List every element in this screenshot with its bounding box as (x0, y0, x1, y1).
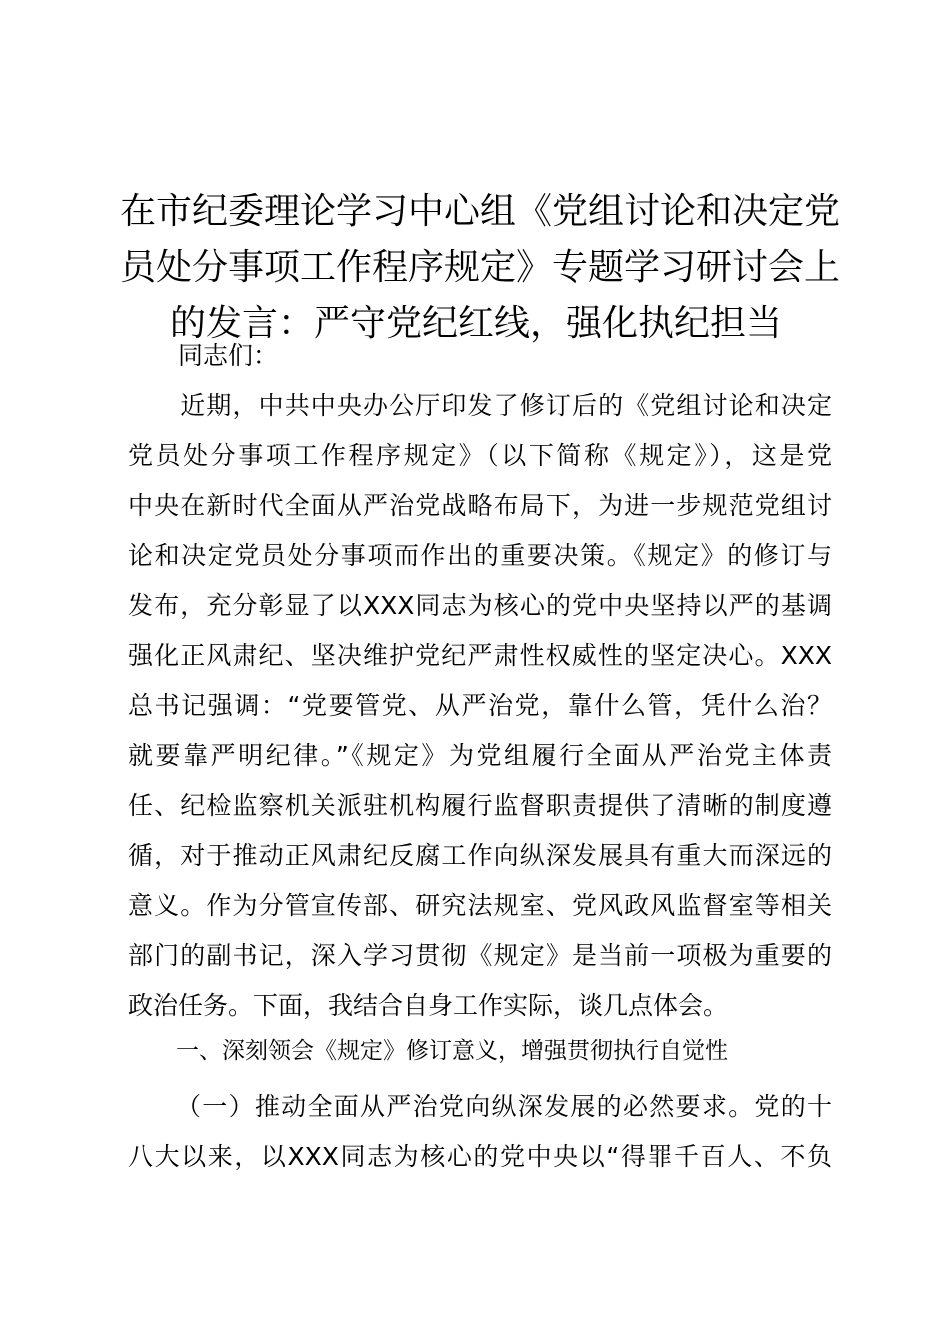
text-line: 总书记强调：“党要管党、从严治党，靠什么管，凭什么治？ (128, 691, 832, 720)
section-heading: 一、深刻领会《规定》修订意义，增强贯彻执行自觉性 (176, 1038, 728, 1064)
text-line: 中央在新时代全面从严治党战略布局下，为进一步规范党组讨 (128, 491, 832, 520)
text-line: 意义。作为分管宣传部、研究法规室、党风政风监督室等相关 (128, 891, 832, 920)
paragraph-section-1 (128, 1082, 832, 1182)
text-line: 党员处分事项工作程序规定》（以下简称《规定》），这是党 (128, 441, 832, 470)
salutation: 同志们： (178, 341, 279, 370)
text-line: 就要靠严明纪律。”《规定》为党组履行全面从严治党主体责 (128, 741, 832, 770)
text-line: 循，对于推动正风肃纪反腐工作向纵深发展具有重大而深远的 (128, 841, 832, 870)
text-line: 强化正风肃纪、坚决维护党纪严肃性权威性的坚定决心。XXX (128, 641, 832, 670)
text-line: 政治任务。下面，我结合自身工作实际，谈几点体会。 (128, 991, 729, 1020)
text-line: 发布，充分彰显了以XXX同志为核心的党中央坚持以严的基调 (128, 591, 832, 620)
title-line: 的发言：严守党纪红线，强化执纪担当 (169, 303, 782, 344)
document-title (120, 184, 841, 352)
title-line: 在市纪委理论学习中心组《党组讨论和决定党 (120, 191, 841, 232)
text-line: 部门的副书记，深入学习贯彻《规定》是当前一项极为重要的 (128, 941, 832, 970)
text-line: 八大以来，以XXX同志为核心的党中央以“得罪千百人、不负 (128, 1142, 832, 1171)
text-line: 近期，中共中央办公厅印发了修订后的《党组讨论和决定 (128, 391, 832, 420)
text-line: 任、纪检监察机关派驻机构履行监督职责提供了清晰的制度遵 (128, 791, 832, 820)
text-line: 论和决定党员处分事项而作出的重要决策。《规定》的修订与 (128, 541, 832, 570)
paragraph-intro (128, 381, 832, 1031)
title-line: 员处分事项工作程序规定》专题学习研讨会上 (120, 247, 841, 288)
text-line: （一）推动全面从严治党向纵深发展的必然要求。党的十 (176, 1092, 832, 1121)
